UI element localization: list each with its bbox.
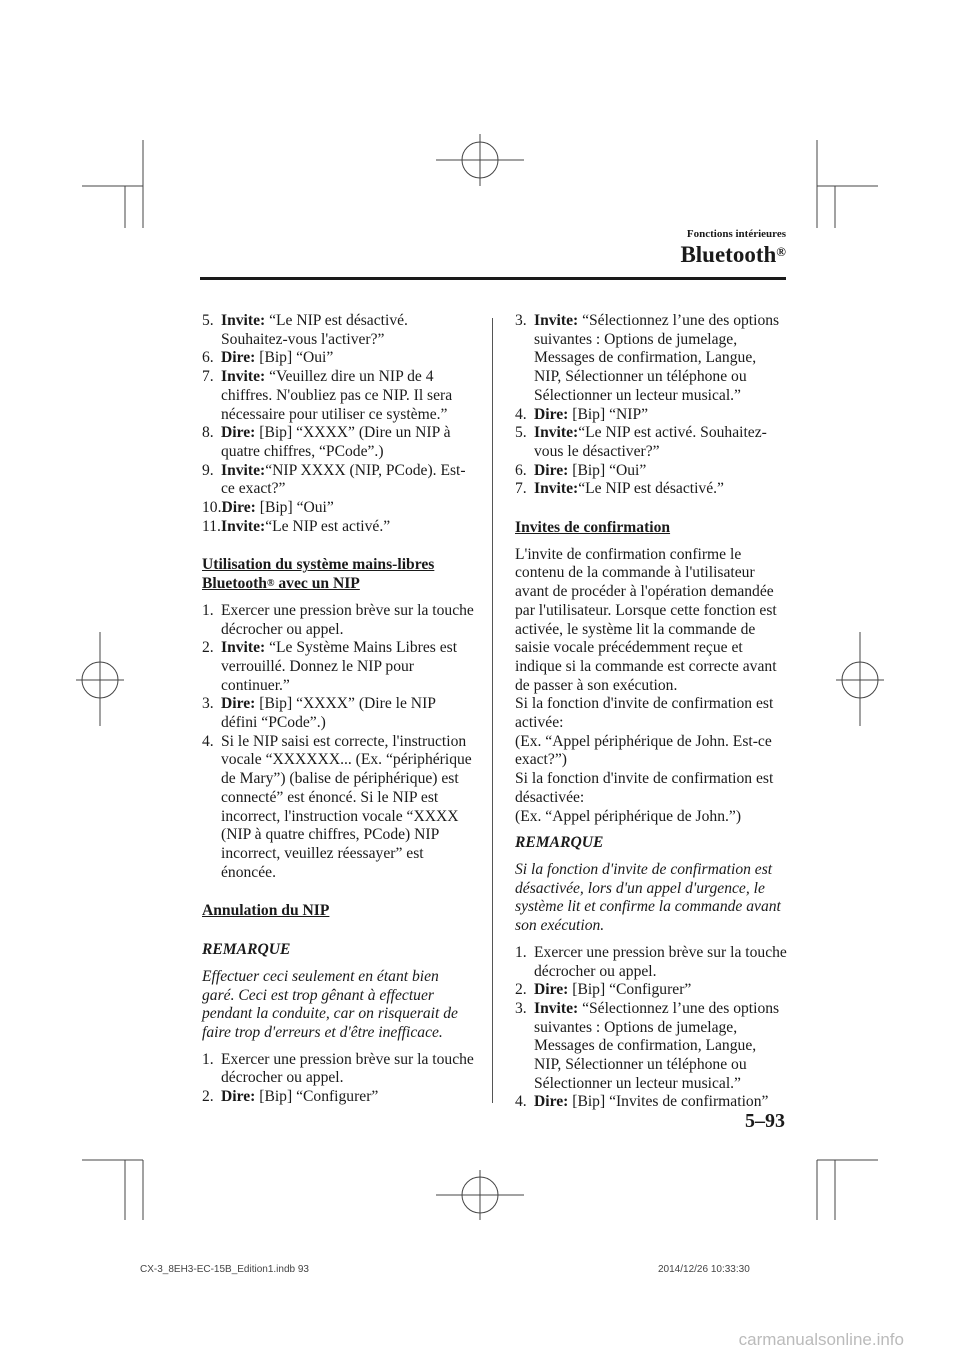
list-item: 1. Exercer une pression brève sur la touche décrocher ou appel. (202, 1050, 474, 1087)
list-item: 3. Invite: “Sélectionnez l’une des options suivantes : Options de jumelage, Messages de confirmation, Langue, NIP, Sélectionner un téléphone ou Sélectionner un lecteur musical.” (515, 312, 780, 404)
confirmation-paragraph: L'invite de confirmation confirme le contenu de la commande à l'utilisateur avant de procéder à l'opération demandée par l'utilisateur. Lorsque cette fonction est activée, le système lit la commande de saisie vocale précédemment reçue et indique si la commande est correcte avant de passer à son exécution. Si la fonction d'invite de confirmation est activée: (Ex. “Appel périphérique de John. Est-ce exact?”) Si la fonction d'invite de confirmation est désactivée: (Ex. “Appel périphérique de John.”) (515, 545, 777, 825)
section-heading: Annulation du NIP (202, 902, 330, 920)
right-column (515, 312, 787, 1112)
list-item: 6. Dire: [Bip] “Oui” (202, 349, 334, 367)
watermark: carmanualsonline.info (738, 1330, 904, 1349)
list-item: 5. Invite:“Le NIP est activé. Souhaitez-vous le désactiver?” (515, 424, 767, 460)
pin-steps-list (202, 312, 474, 536)
list-item: 7. Invite:“Le NIP est désactivé.” (515, 480, 724, 498)
page-number: 5–93 (745, 1110, 785, 1132)
list-item: 5. Invite: “Le NIP est désactivé. Souhaitez-vous l'activer?” (202, 312, 408, 348)
list-item: 1. Exercer une pression brève sur la touche décrocher ou appel. (515, 943, 787, 980)
list-item: 4. Si le NIP saisi est correcte, l'instruction vocale “XXXXXX... (Ex. “périphérique de Mary”) (balise de périphérique) est connecté” est énoncé. Si le NIP est incorrect, l'instruction vocale “XXXX (NIP à quatre chiffres, PCode) NIP incorrect, veuillez réessayer” est énoncée. (202, 732, 472, 881)
section-heading: Utilisation du système mains-libres Bluetooth® avec un NIP (202, 556, 435, 593)
list-item: 2. Dire: [Bip] “Configurer” (202, 1088, 379, 1106)
footer-file-info: CX-3_8EH3-EC-15B_Edition1.indb 93 (140, 1264, 309, 1275)
section-heading: Invites de confirmation (515, 519, 671, 537)
column-divider (492, 318, 493, 1103)
left-column (202, 312, 474, 1107)
footer-timestamp: 2014/12/26 10:33:30 (658, 1264, 750, 1275)
header-rule (200, 277, 786, 280)
list-item: 2. Invite: “Le Système Mains Libres est verrouillé. Donnez le NIP pour continuer.” (202, 639, 458, 694)
list-item: 9. Invite:“NIP XXXX (NIP, PCode). Est-ce exact?” (202, 461, 466, 498)
list-item: 4. Dire: [Bip] “Invites de confirmation” (515, 1093, 769, 1111)
list-item: 11. Invite:“Le NIP est activé.” (202, 517, 391, 535)
page-title: Bluetooth® (680, 242, 786, 267)
list-item: 3. Invite: “Sélectionnez l’une des options suivantes : Options de jumelage, Messages de confirmation, Langue, NIP, Sélectionner un téléphone ou Sélectionner un lecteur musical.” (515, 999, 780, 1092)
note-title: REMARQUE (515, 834, 604, 852)
section-label: Fonctions intérieures (686, 228, 786, 240)
list-item: 7. Invite: “Veuillez dire un NIP de 4 chiffres. N'oubliez pas ce NIP. Il sera nécessaire pour utiliser ce système.” (202, 368, 453, 423)
list-item: 8. Dire: [Bip] “XXXX” (Dire un NIP à quatre chiffres, “PCode”.) (202, 424, 451, 460)
note-title: REMARQUE (202, 941, 291, 959)
list-item: 6. Dire: [Bip] “Oui” (515, 461, 647, 479)
cancel-pin-steps-list (515, 312, 787, 499)
list-item: 2. Dire: [Bip] “Configurer” (515, 981, 692, 999)
confirmation-steps-list (515, 944, 787, 1112)
list-item: 10. Dire: [Bip] “Oui” (202, 499, 334, 517)
list-item: 1. Exercer une pression brève sur la touche décrocher ou appel. (202, 601, 474, 638)
note-text: Si la fonction d'invite de confirmation est désactivée, lors d'un appel d'urgence, le système lit et confirme la commande avant son exécution. (515, 860, 781, 935)
note-text: Effectuer ceci seulement en étant bien garé. Ceci est trop gênant à effectuer pendant la conduite, car on risquerait de faire trop d'erreurs et d'être inefficace. (202, 967, 458, 1041)
list-item: 3. Dire: [Bip] “XXXX” (Dire le NIP défini “PCode”.) (202, 695, 436, 732)
cancel-pin-list (202, 1051, 474, 1107)
list-item: 4. Dire: [Bip] “NIP” (515, 405, 649, 423)
pin-usage-list (202, 602, 474, 883)
